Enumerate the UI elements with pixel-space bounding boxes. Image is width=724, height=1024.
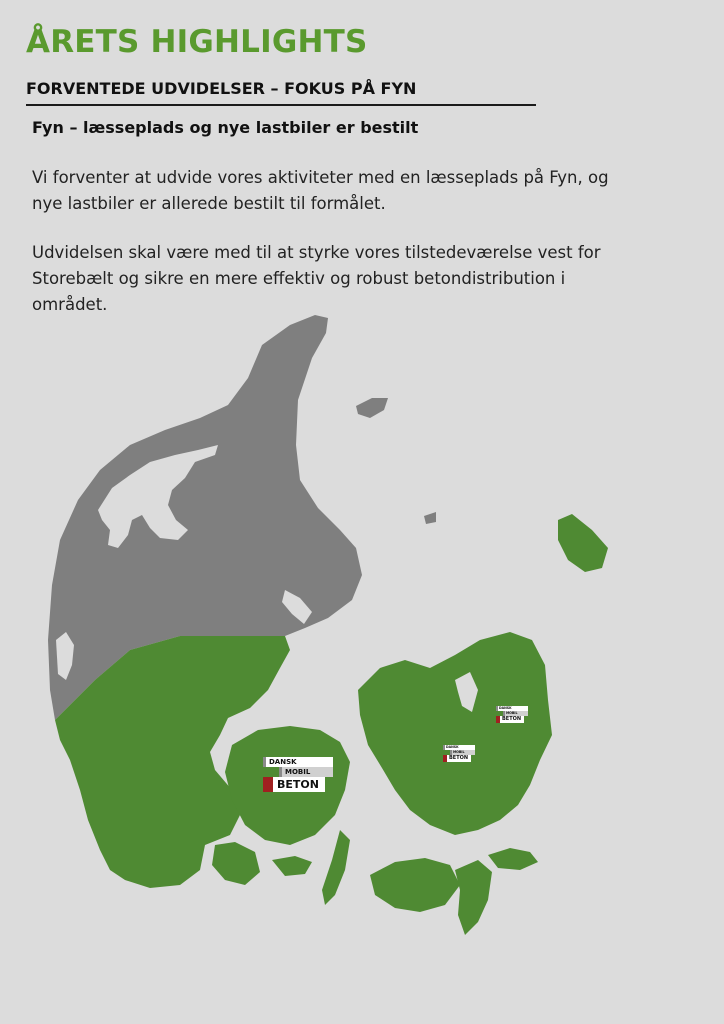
- article-paragraph-1: Vi forventer at udvide vores aktiviteter med en læsseplads på Fyn, og nye lastbiler er allerede bestilt til formålet.: [32, 168, 609, 213]
- aeroe-island: [272, 856, 312, 876]
- logo-text-mobil: MOBIL: [279, 767, 333, 777]
- logo-text-mobil: MOBIL: [450, 750, 475, 755]
- lolland-island: [370, 858, 460, 912]
- denmark-map: [0, 300, 724, 1024]
- langeland-island: [322, 830, 350, 905]
- section-heading: FORVENTEDE UDVIDELSER – FOKUS PÅ FYN: [26, 79, 417, 98]
- zealand-island: [358, 632, 552, 835]
- laesoe-island: [356, 398, 388, 418]
- logo-text-beton: BETON: [263, 777, 325, 792]
- als-island: [212, 842, 260, 885]
- logo-text-dansk: DANSK: [443, 745, 475, 750]
- bornholm-island: [558, 514, 608, 572]
- dansk-mobil-beton-logo-central-zealand: [443, 745, 475, 762]
- heading-divider: [26, 104, 536, 106]
- anholt-island: [424, 512, 436, 524]
- logo-text-beton: BETON: [443, 755, 471, 762]
- falster-island: [455, 860, 492, 935]
- logo-text-beton: BETON: [496, 716, 524, 723]
- logo-text-mobil: MOBIL: [503, 711, 528, 716]
- moen-island: [488, 848, 538, 870]
- page-title: ÅRETS HIGHLIGHTS: [26, 24, 368, 60]
- logo-text-dansk: DANSK: [496, 706, 528, 711]
- dansk-mobil-beton-logo-fyn: [263, 757, 333, 792]
- logo-text-dansk: DANSK: [263, 757, 333, 767]
- article-paragraph-2: Udvidelsen skal være med til at styrke vores tilstedeværelse vest for Storebælt og sikre en mere effektiv og robust betondistribution i området.: [32, 243, 601, 314]
- article-subheading: Fyn – læsseplads og nye lastbiler er bestilt: [32, 118, 419, 137]
- dansk-mobil-beton-logo-north-zealand: [496, 706, 528, 723]
